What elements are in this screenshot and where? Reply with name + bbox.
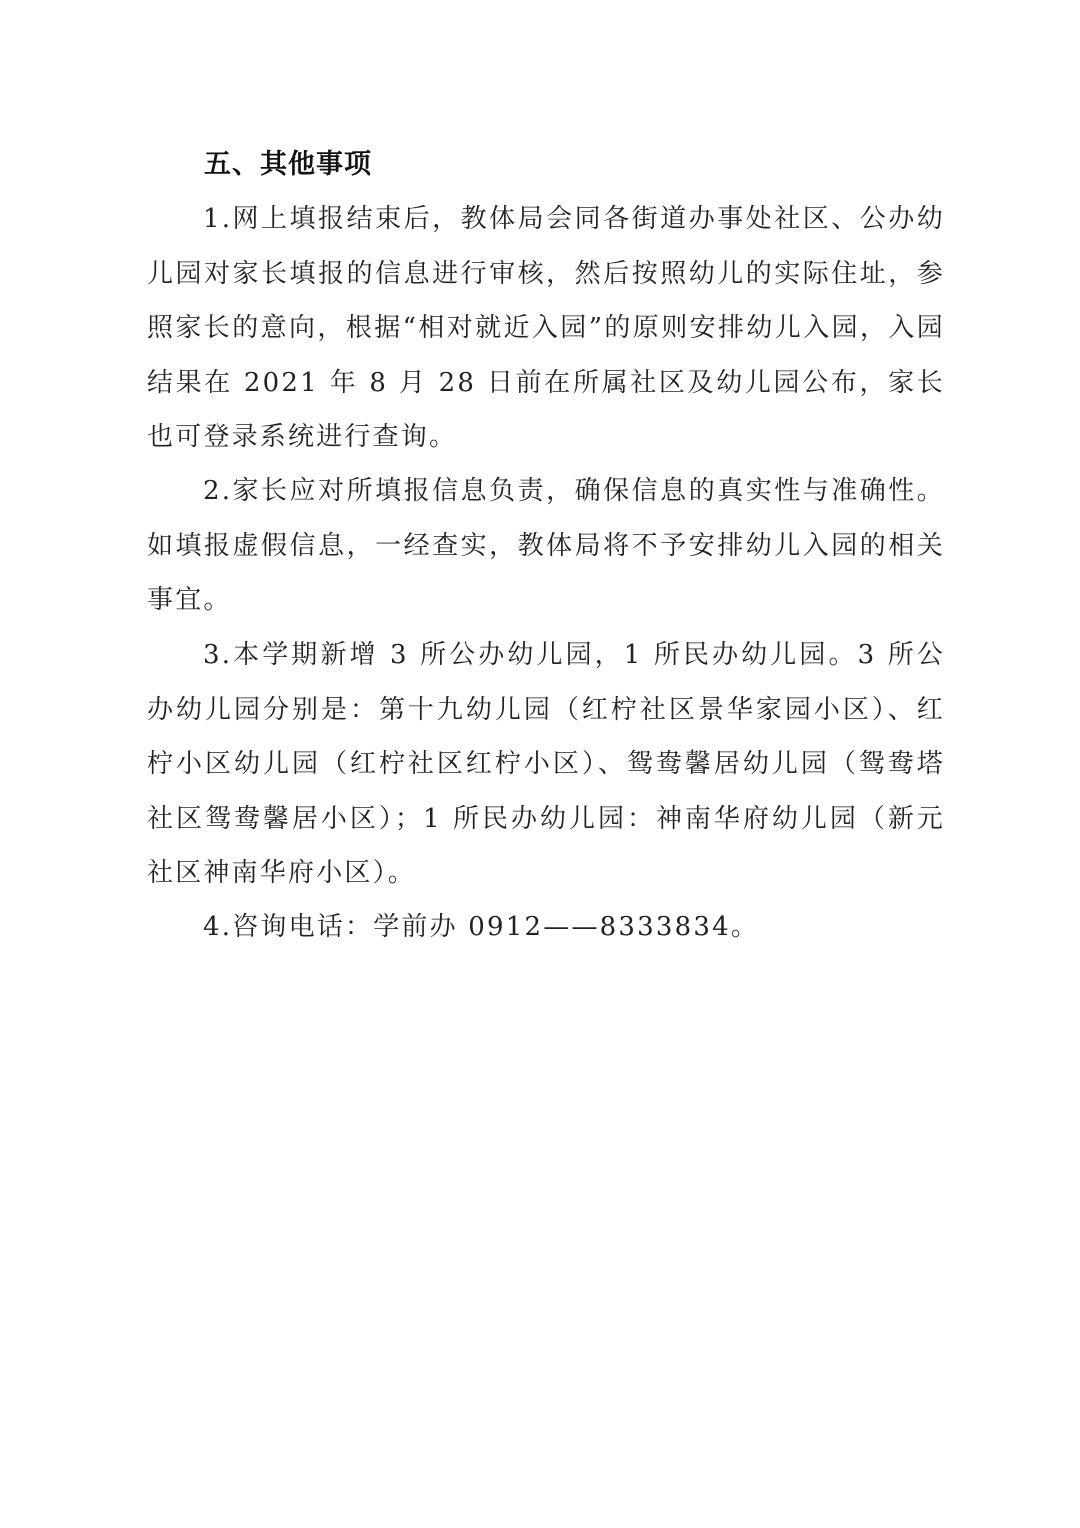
paragraph-item-4: 4.咨询电话：学前办 0912——8333834。: [203, 912, 760, 942]
paragraph-item-3: 3.本学期新增 3 所公办幼儿园，1 所民办幼儿园。3 所公办幼儿园分别是：第十九幼儿园（红柠社区景华家园小区）、红柠小区幼儿园（红柠社区红柠小区）、鸳鸯馨居幼儿园（鸳鸯塔社区鸳鸯馨居小区）；1 所民办幼儿园：神南华府幼儿园（新元社区神南华府小区）。: [147, 640, 945, 889]
paragraph-item-2: 2.家长应对所填报信息负责，确保信息的真实性与准确性。如填报虚假信息，一经查实，教体局将不予安排幼儿入园的相关事宜。: [147, 476, 945, 616]
paragraph-item-1: 1.网上填报结束后，教体局会同各街道办事处社区、公办幼儿园对家长填报的信息进行审核，然后按照幼儿的实际住址，参照家长的意向，根据“相对就近入园”的原则安排幼儿入园，入园结果在 2021 年 8 月 28 日前在所属社区及幼儿园公布，家长也可登录系统进行查询。: [147, 204, 945, 453]
section-heading: 五、其他事项: [204, 149, 372, 180]
